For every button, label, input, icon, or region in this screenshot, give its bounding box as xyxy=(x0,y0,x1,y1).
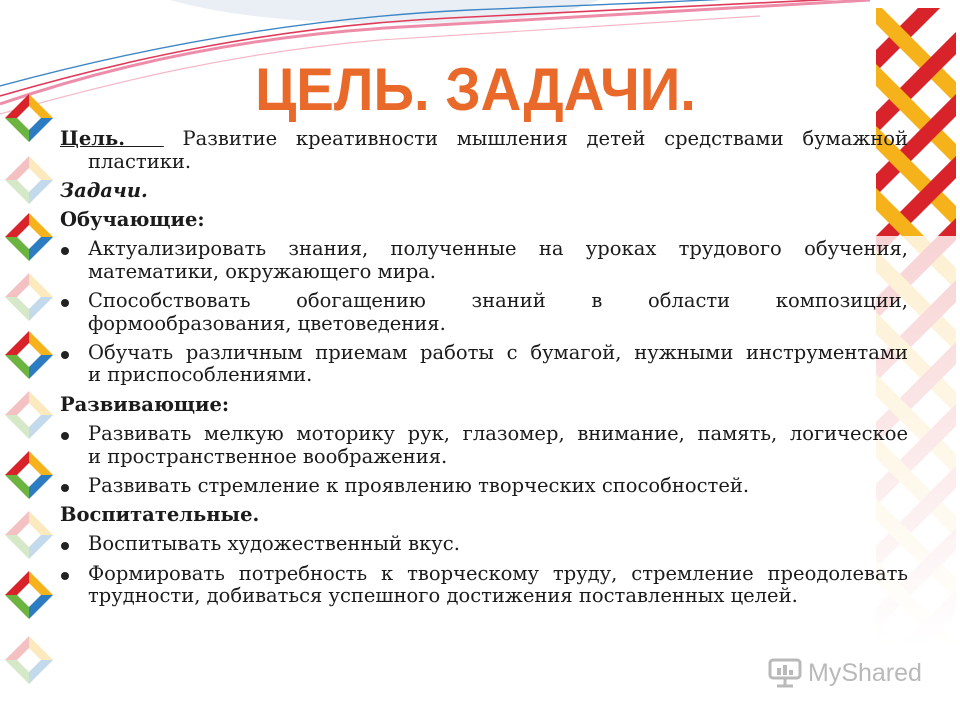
bullet-dot-icon xyxy=(61,542,69,550)
list-item-line: трудности, добиваться успешного достижения поставленных целей. xyxy=(88,584,798,608)
list-item-line: Формировать потребность к творческому труду, стремление преодолевать xyxy=(88,561,908,585)
slide-title xyxy=(0,56,951,123)
goal-label: Цель. xyxy=(60,127,126,150)
list-item xyxy=(60,475,908,498)
pinwheel-icon xyxy=(5,156,53,204)
watermark-text: MyShared xyxy=(808,659,922,687)
pinwheel-icon xyxy=(5,331,53,379)
watermark xyxy=(768,656,922,690)
goal-paragraph xyxy=(60,128,908,173)
bullet-dot-icon xyxy=(61,351,69,359)
pinwheel-icon xyxy=(5,511,53,559)
list-item-line: Обучать различным приемам работы с бумагой, нужными инструментами xyxy=(88,340,908,364)
list-item-line: и приспособлениями. xyxy=(88,363,313,387)
list-item xyxy=(60,533,908,556)
list-item-line: Развивать стремление к проявлению творческих способностей. xyxy=(88,473,750,497)
tasks-heading: Задачи. xyxy=(60,178,148,202)
pinwheel-icon xyxy=(5,451,53,499)
list-item-line: Способствовать обогащению знаний в области композиции, xyxy=(88,289,908,313)
pinwheel-icon xyxy=(5,636,53,684)
bullet-dot-icon xyxy=(61,247,69,255)
list-item xyxy=(60,238,908,283)
list-item-line: и пространственное воображения. xyxy=(88,444,448,468)
list-item xyxy=(60,342,908,387)
list-item-line: Актуализировать знания, полученные на уроках трудового обучения, xyxy=(88,237,908,261)
list-item xyxy=(60,563,908,608)
bullet-dot-icon xyxy=(61,572,69,580)
list-item-line: Развивать мелкую моторику рук, глазомер, внимание, память, логическое xyxy=(88,422,908,446)
slide-title-text: ЦЕЛЬ. ЗАДАЧИ. xyxy=(255,56,696,123)
list-item-line: математики, окружающего мира. xyxy=(88,259,437,283)
list-item-line: Воспитывать художественный вкус. xyxy=(88,532,460,556)
goal-text: Развитие креативности мышления детей средствами бумажной xyxy=(182,127,909,150)
section-heading: Воспитательные. xyxy=(60,503,260,527)
section-heading: Развивающие: xyxy=(60,392,230,416)
list-item xyxy=(60,290,908,335)
bullet-dot-icon xyxy=(61,299,69,307)
bullet-dot-icon xyxy=(61,484,69,492)
presentation-board-icon xyxy=(768,658,802,688)
list-item xyxy=(60,423,908,468)
bullet-dot-icon xyxy=(61,432,69,440)
pinwheel-icon xyxy=(5,571,53,619)
pinwheel-icon xyxy=(5,213,53,261)
pinwheel-column xyxy=(5,94,53,684)
goal-line: пластики. xyxy=(88,149,192,173)
goal-line xyxy=(60,128,908,151)
pinwheel-icon xyxy=(5,391,53,439)
slide-body xyxy=(60,128,908,608)
pinwheel-icon xyxy=(5,273,53,321)
list-item-line: формообразования, цветоведения. xyxy=(88,311,446,335)
section-heading: Обучающие: xyxy=(60,208,205,232)
